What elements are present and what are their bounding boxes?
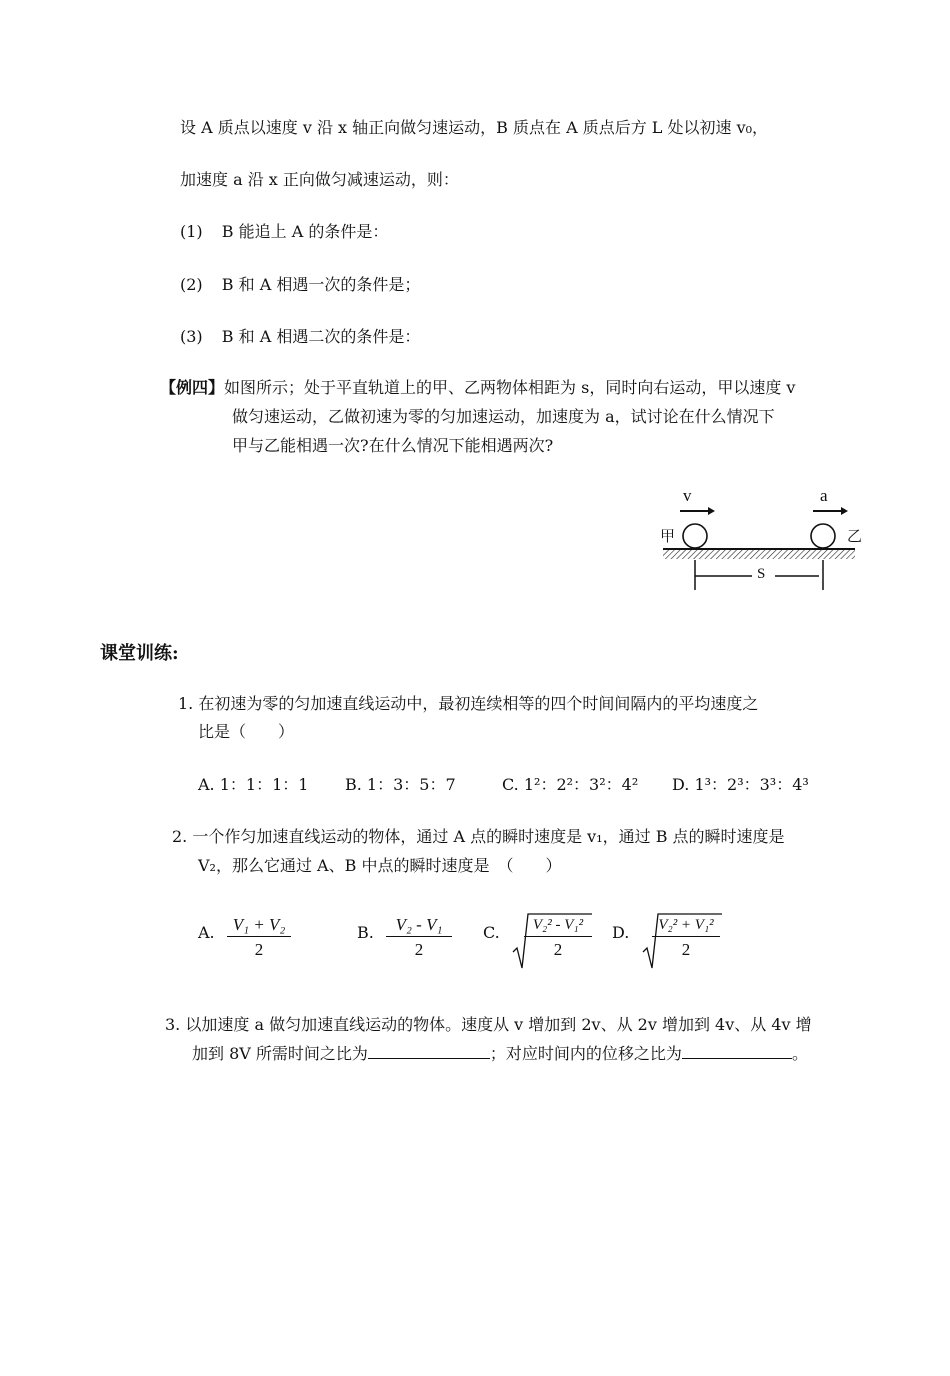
label-jia: 甲	[660, 527, 676, 545]
example4-tag: 【例四】	[160, 378, 225, 397]
q2-option-d-label: D.	[612, 923, 630, 942]
label-s: S	[757, 566, 766, 582]
fraction-denominator: 2	[681, 940, 691, 959]
q1-option-a: A. 1：1：1：1	[198, 775, 309, 794]
example4-first-line	[160, 375, 795, 398]
item-text: B 和 A 相遇二次的条件是：	[221, 327, 421, 346]
example4-line-2: 做匀速运动，乙做初速为零的匀加速运动，加速度为 a，试讨论在什么情况下	[232, 407, 775, 426]
q2-option-c-label: C.	[483, 923, 500, 942]
fraction-numerator: V₂² + V₁²	[652, 914, 720, 937]
q2-line-1: 2. 一个作匀加速直线运动的物体，通过 A 点的瞬时速度是 v₁，通过 B 点的瞬时速度是	[172, 827, 785, 846]
intro-item-1	[180, 219, 388, 242]
q1-option-b: B. 1：3：5：7	[345, 775, 456, 794]
q2-option-a-fraction	[227, 914, 291, 963]
item-text: B 和 A 相遇一次的条件是；	[221, 275, 421, 294]
option-value: 1³：2³：3³：4³	[694, 775, 809, 794]
q3-text-c: 。	[791, 1044, 808, 1063]
section-title: 课堂训练:	[100, 643, 179, 664]
item-text: B 能追上 A 的条件是：	[221, 222, 389, 241]
option-label: C.	[502, 775, 519, 794]
item-number: (2)	[180, 275, 203, 294]
example4-line-3: 甲与乙能相遇一次?在什么情况下能相遇两次?	[232, 436, 554, 455]
intro-line-1: 设 A 质点以速度 v 沿 x 轴正向做匀速运动，B 质点在 A 质点后方 L 处以初速 v₀，	[180, 118, 769, 137]
item-number: (3)	[180, 327, 203, 346]
fraction-denominator: 2	[553, 940, 563, 959]
intro-item-3	[180, 324, 420, 347]
label-yi: 乙	[847, 527, 863, 545]
q3-text-b: ；对应时间内的位移之比为	[489, 1044, 682, 1063]
object-jia	[683, 524, 707, 548]
q1-option-c	[502, 772, 638, 795]
q2-line-2: V₂，那么它通过 A、B 中点的瞬时速度是 （ ）	[198, 856, 562, 875]
fraction-numerator: V₂ - V₁	[386, 914, 452, 937]
q2-option-a-label: A.	[198, 923, 215, 942]
q2-option-c-fraction	[524, 914, 592, 963]
q1-line-2: 比是（ ）	[198, 722, 295, 741]
q3-text-a: 加到 8V 所需时间之比为	[192, 1044, 368, 1063]
fraction-denominator: 2	[414, 940, 424, 959]
answer-blank-displacement-ratio[interactable]	[682, 1044, 792, 1059]
fraction-numerator: V₁ + V₂	[227, 914, 291, 937]
motion-figure	[655, 484, 865, 594]
q2-option-b-label: B.	[357, 923, 374, 942]
q2-option-b-fraction	[386, 914, 452, 963]
answer-blank-time-ratio[interactable]	[368, 1044, 490, 1059]
intro-item-2	[180, 272, 420, 295]
item-number: (1)	[180, 222, 203, 241]
intro-line-2: 加速度 a 沿 x 正向做匀减速运动，则：	[180, 170, 459, 189]
q3-line-1: 3. 以加速度 a 做匀加速直线运动的物体。速度从 v 增加到 2v、从 2v 增加到 4v、从 4v 增	[165, 1015, 812, 1034]
fraction-denominator: 2	[254, 940, 264, 959]
label-v: v	[683, 486, 692, 505]
fraction-numerator: V₂² - V₁²	[524, 914, 592, 937]
q1-option-d	[672, 772, 809, 795]
option-value: 1²：2²：3²：4²	[523, 775, 639, 794]
track-hatching	[663, 550, 855, 559]
option-label: D.	[672, 775, 690, 794]
label-a: a	[820, 486, 828, 505]
example4-line-1: 如图所示；处于平直轨道上的甲、乙两物体相距为 s，同时向右运动，甲以速度 v	[224, 378, 796, 397]
q2-option-d-fraction	[652, 914, 720, 963]
object-yi	[811, 524, 835, 548]
q3-line-2	[192, 1041, 808, 1064]
q1-line-1: 1. 在初速为零的匀加速直线运动中，最初连续相等的四个时间间隔内的平均速度之	[178, 694, 759, 713]
